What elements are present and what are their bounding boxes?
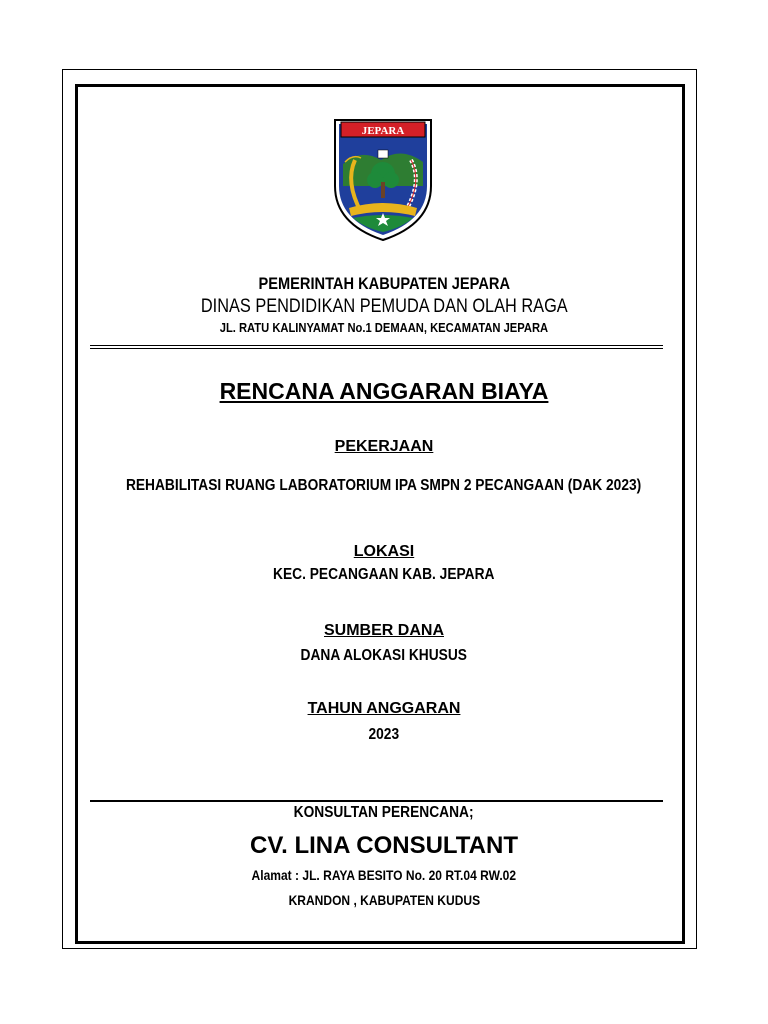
document-title: RENCANA ANGGARAN BIAYA: [219, 378, 549, 404]
header-line-2: DINAS PENDIDIKAN PEMUDA DAN OLAH RAGA: [200, 296, 568, 317]
consultant-name: CV. LINA CONSULTANT: [250, 832, 518, 859]
consultant-divider: [90, 800, 663, 802]
sumber-dana-label: SUMBER DANA: [324, 622, 444, 639]
consultant-label: KONSULTAN PERENCANA;: [294, 804, 474, 821]
pekerjaan-value: REHABILITASI RUANG LABORATORIUM IPA SMPN 2 PECANGAAN (DAK 2023): [126, 477, 642, 494]
tahun-anggaran-value: 2023: [368, 726, 400, 743]
tahun-anggaran-label: TAHUN ANGGARAN: [307, 700, 461, 717]
header-line-3: JL. RATU KALINYAMAT No.1 DEMAAN, KECAMATAN JEPARA: [219, 320, 549, 335]
header-divider: [90, 345, 663, 349]
sumber-dana-value: DANA ALOKASI KHUSUS: [300, 647, 468, 664]
consultant-address-2: KRANDON , KABUPATEN KUDUS: [288, 892, 480, 908]
logo-text: JEPARA: [361, 125, 405, 137]
consultant-address-1: Alamat : JL. RAYA BESITO No. 20 RT.04 RW.02: [251, 867, 517, 883]
jepara-coat-of-arms: [331, 116, 435, 242]
pekerjaan-label: PEKERJAAN: [334, 438, 434, 455]
lokasi-label: LOKASI: [353, 543, 415, 560]
lokasi-value: KEC. PECANGAAN KAB. JEPARA: [273, 566, 495, 583]
header-line-1: PEMERINTAH KABUPATEN JEPARA: [258, 274, 510, 293]
